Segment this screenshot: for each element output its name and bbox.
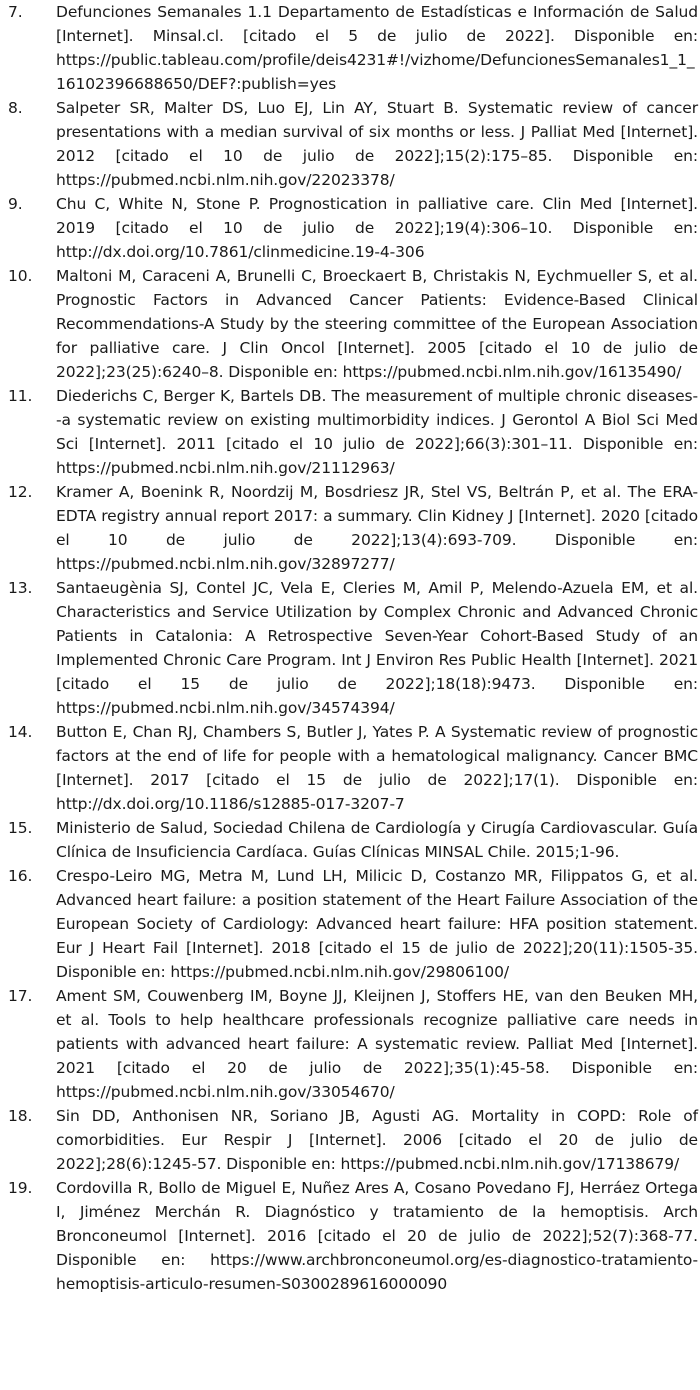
reference-text: Crespo-Leiro MG, Metra M, Lund LH, Milicic D, Costanzo MR, Filippatos G, et al. Advanced heart failure: a position statement of the Heart Failure Association of the European Society of Cardiology: Advanced heart failure: HFA position statement. Eur J Heart Fail [Internet]. 2018 [citado el 15 de julio de 2022];20(11):1505-35. Disponible en: https://pubmed.ncbi.nlm.nih.gov/29806100/ — [56, 867, 698, 981]
reference-text: Defunciones Semanales 1.1 Departamento de Estadísticas e Información de Salud [Internet]. Minsal.cl. [citado el 5 de julio de 2022]. Disponible en: https://public.tableau.com/profile/deis4231#!/vizhome/DefuncionesSemanales1_1_16102396688650/DEF?:publish=yes — [56, 3, 698, 93]
reference-number: 7. — [8, 3, 23, 21]
reference-text: Kramer A, Boenink R, Noordzij M, Bosdriesz JR, Stel VS, Beltrán P, et al. The ERA-EDTA registry annual report 2017: a summary. Clin Kidney J [Internet]. 2020 [citado el 10 de julio de 2022];13(4):693-709. Disponible en: https://pubmed.ncbi.nlm.nih.gov/32897277/ — [56, 483, 698, 573]
reference-item — [0, 1176, 698, 1296]
reference-number: 18. — [8, 1107, 33, 1125]
reference-item — [0, 576, 698, 720]
reference-number: 16. — [8, 867, 33, 885]
reference-text: Button E, Chan RJ, Chambers S, Butler J, Yates P. A Systematic review of prognostic factors at the end of life for people with a hematological malignancy. Cancer BMC [Internet]. 2017 [citado el 15 de julio de 2022];17(1). Disponible en: http://dx.doi.org/10.1186/s12885-017-3207-7 — [56, 723, 698, 813]
reference-number: 11. — [8, 387, 33, 405]
reference-number: 13. — [8, 579, 33, 597]
reference-text: Ministerio de Salud, Sociedad Chilena de Cardiología y Cirugía Cardiovascular. Guía Clínica de Insuficiencia Cardíaca. Guías Clínicas MINSAL Chile. 2015;1-96. — [56, 819, 698, 861]
reference-text: Santaeugènia SJ, Contel JC, Vela E, Cleries M, Amil P, Melendo-Azuela EM, et al. Characteristics and Service Utilization by Complex Chronic and Advanced Chronic Patients in Catalonia: A Retrospective Seven-Year Cohort-Based Study of an Implemented Chronic Care Program. Int J Environ Res Public Health [Internet]. 2021 [citado el 15 de julio de 2022];18(18):9473. Disponible en: https://pubmed.ncbi.nlm.nih.gov/34574394/ — [56, 579, 698, 717]
reference-number: 8. — [8, 99, 23, 117]
reference-item — [0, 1104, 698, 1176]
reference-text: Sin DD, Anthonisen NR, Soriano JB, Agusti AG. Mortality in COPD: Role of comorbidities. Eur Respir J [Internet]. 2006 [citado el 20 de julio de 2022];28(6):1245-57. Disponible en: https://pubmed.ncbi.nlm.nih.gov/17138679/ — [56, 1107, 698, 1173]
reference-number: 9. — [8, 195, 23, 213]
reference-number: 19. — [8, 1179, 33, 1197]
reference-item — [0, 864, 698, 984]
reference-text: Chu C, White N, Stone P. Prognostication in palliative care. Clin Med [Internet]. 2019 [citado el 10 de julio de 2022];19(4):306–10. Disponible en: http://dx.doi.org/10.7861/clinmedicine.19-4-306 — [56, 195, 698, 261]
reference-number: 15. — [8, 819, 33, 837]
reference-item — [0, 480, 698, 576]
reference-item — [0, 816, 698, 864]
reference-text: Salpeter SR, Malter DS, Luo EJ, Lin AY, Stuart B. Systematic review of cancer presentations with a median survival of six months or less. J Palliat Med [Internet]. 2012 [citado el 10 de julio de 2022];15(2):175–85. Disponible en: https://pubmed.ncbi.nlm.nih.gov/22023378/ — [56, 99, 698, 189]
reference-text: Ament SM, Couwenberg IM, Boyne JJ, Kleijnen J, Stoffers HE, van den Beuken MH, et al. Tools to help healthcare professionals recognize palliative care needs in patients with advanced heart failure: A systematic review. Palliat Med [Internet]. 2021 [citado el 20 de julio de 2022];35(1):45-58. Disponible en: https://pubmed.ncbi.nlm.nih.gov/33054670/ — [56, 987, 698, 1101]
reference-item — [0, 264, 698, 384]
reference-item — [0, 0, 698, 96]
reference-number: 14. — [8, 723, 33, 741]
reference-item — [0, 192, 698, 264]
reference-text: Maltoni M, Caraceni A, Brunelli C, Broeckaert B, Christakis N, Eychmueller S, et al. Prognostic Factors in Advanced Cancer Patients: Evidence-Based Clinical Recommendations-A Study by the steering committee of the European Association for palliative care. J Clin Oncol [Internet]. 2005 [citado el 10 de julio de 2022];23(25):6240–8. Disponible en: https://pubmed.ncbi.nlm.nih.gov/16135490/ — [56, 267, 698, 381]
reference-item — [0, 384, 698, 480]
reference-text: Cordovilla R, Bollo de Miguel E, Nuñez Ares A, Cosano Povedano FJ, Herráez Ortega I, Jiménez Merchán R. Diagnóstico y tratamiento de la hemoptisis. Arch Bronconeumol [Internet]. 2016 [citado el 20 de julio de 2022];52(7):368-77. Disponible en: https://www.archbronconeumol.org/es-diagnostico-tratamiento-hemoptisis-articulo-resumen-S0300289616000090 — [56, 1179, 698, 1293]
reference-item — [0, 984, 698, 1104]
reference-number: 10. — [8, 267, 33, 285]
reference-number: 17. — [8, 987, 33, 1005]
reference-number: 12. — [8, 483, 33, 501]
reference-item — [0, 96, 698, 192]
reference-text: Diederichs C, Berger K, Bartels DB. The measurement of multiple chronic diseases--a systematic review on existing multimorbidity indices. J Gerontol A Biol Sci Med Sci [Internet]. 2011 [citado el 10 julio de 2022];66(3):301–11. Disponible en: https://pubmed.ncbi.nlm.nih.gov/21112963/ — [56, 387, 698, 477]
reference-item — [0, 720, 698, 816]
